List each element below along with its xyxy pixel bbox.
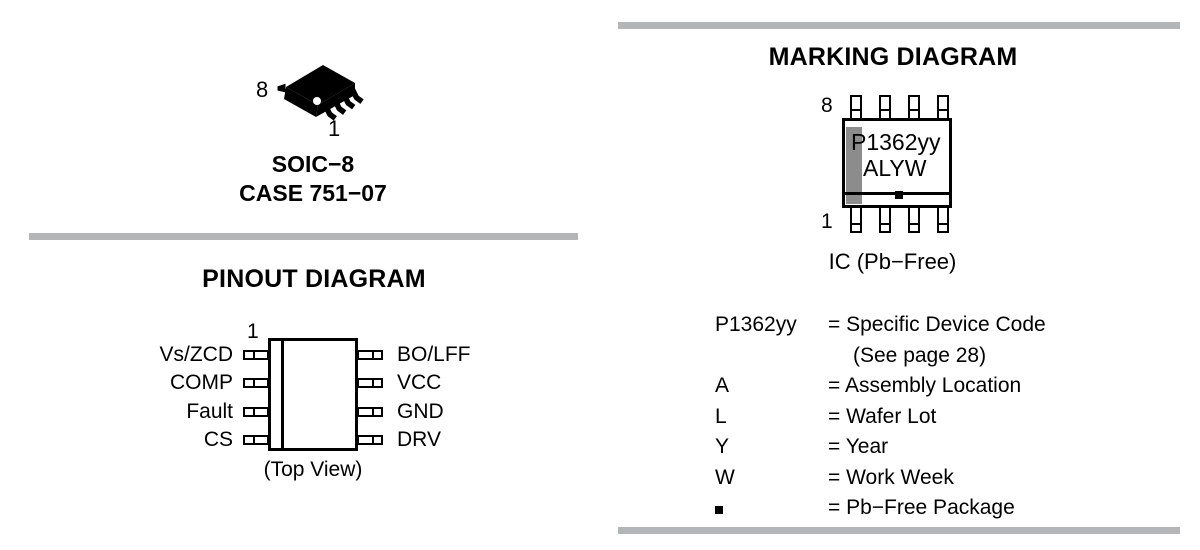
section-divider-left	[29, 233, 578, 240]
legend-symbol: L	[715, 404, 727, 428]
pin-label-gnd: GND	[397, 400, 444, 423]
pinout-pin1-stripe	[281, 338, 284, 451]
pin-lead	[937, 206, 949, 233]
section-divider-bottom-right	[618, 527, 1180, 534]
legend-definition: = Assembly Location	[828, 374, 1022, 397]
legend-row	[715, 371, 1175, 402]
soic8-package-isometric-icon	[273, 55, 368, 127]
marking-title: MARKING DIAGRAM	[768, 43, 1018, 71]
pin-label-vcc: VCC	[397, 371, 442, 394]
pin-lead	[357, 435, 383, 445]
marking-pin1-label: 1	[821, 210, 833, 233]
legend-definition: (See page 28)	[853, 343, 987, 367]
legend-row	[715, 432, 1175, 463]
legend-row	[715, 310, 1175, 341]
pin-lead	[879, 95, 891, 120]
pin-lead	[908, 95, 920, 120]
legend-definition: = Work Week	[828, 465, 954, 489]
pin-lead	[243, 407, 269, 417]
legend-definition: = Pb−Free Package	[828, 496, 1015, 519]
legend-row	[715, 341, 1175, 372]
marking-code-line2: ALYW	[863, 155, 927, 181]
section-divider-top-right	[618, 22, 1180, 29]
pin-lead	[850, 206, 862, 233]
legend-symbol-icon-cell	[715, 493, 828, 524]
marking-code-line1: P1362yy	[851, 129, 941, 155]
pin-lead	[243, 350, 269, 360]
pin-lead	[908, 206, 920, 233]
pin-lead	[850, 95, 862, 120]
pin-label-vs-zcd: Vs/ZCD	[159, 343, 233, 366]
pin-lead	[879, 206, 891, 233]
marking-pin8-label: 8	[821, 94, 833, 117]
legend-symbol: W	[715, 465, 735, 489]
marking-caption: IC (Pb−Free)	[828, 249, 957, 274]
legend-row	[715, 493, 1175, 524]
pinout-pin1-label: 1	[247, 320, 259, 343]
package-case: CASE 751−07	[239, 180, 387, 206]
pin-label-drv: DRV	[397, 428, 441, 451]
legend-symbol: P1362yy	[715, 313, 797, 336]
package-name: SOIC−8	[271, 151, 355, 177]
pin-label-cs: CS	[203, 428, 233, 451]
pin-label-fault: Fault	[186, 400, 233, 423]
pb-free-square-icon	[895, 191, 903, 199]
package-pin8-label: 8	[256, 77, 269, 102]
pin-label-bo-lff: BO/LFF	[397, 343, 471, 366]
legend-row	[715, 402, 1175, 433]
pin-label-comp: COMP	[170, 371, 233, 394]
pin-lead	[937, 95, 949, 120]
pin-lead	[357, 378, 383, 388]
pin-lead	[357, 350, 383, 360]
marking-legend	[715, 310, 1175, 524]
legend-symbol	[715, 341, 828, 372]
package-pin1-label: 1	[328, 116, 341, 141]
legend-symbol: Y	[715, 435, 730, 458]
pinout-caption: (Top View)	[263, 458, 363, 481]
legend-definition: = Wafer Lot	[828, 404, 937, 428]
pin-lead	[243, 378, 269, 388]
legend-definition: = Year	[828, 435, 889, 458]
pb-free-square-icon	[715, 506, 723, 514]
pinout-title: PINOUT DIAGRAM	[202, 265, 426, 293]
legend-row	[715, 463, 1175, 494]
pin-lead	[243, 435, 269, 445]
legend-symbol: A	[715, 374, 730, 397]
pin-lead	[357, 407, 383, 417]
legend-definition: = Specific Device Code	[828, 313, 1046, 336]
